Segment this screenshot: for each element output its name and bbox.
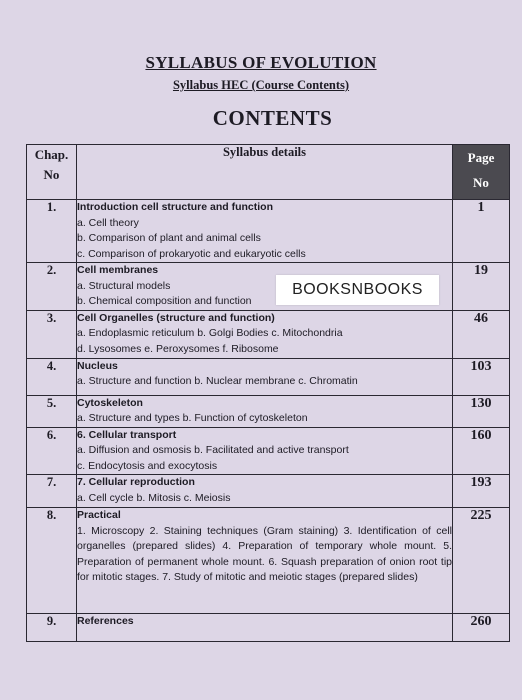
page-number: 103 — [453, 358, 510, 395]
header-page-no — [453, 145, 510, 200]
chapter-line: b. Chemical composition and function — [77, 295, 252, 307]
chapter-line: a. Structure and function b. Nuclear membrane c. Chromatin — [77, 375, 358, 387]
chapter-details — [77, 395, 453, 427]
chapter-number: 9. — [27, 614, 77, 642]
header-syllabus-details: Syllabus details — [77, 145, 453, 200]
chapter-line: a. Cell cycle b. Mitosis c. Meiosis — [77, 491, 231, 504]
chapter-title: Practical — [77, 509, 121, 521]
table-row — [27, 475, 510, 508]
header-chapter-line1: Chap. — [34, 147, 69, 162]
table-header-row — [27, 145, 510, 200]
chapter-line: a. Structural models — [77, 279, 171, 292]
chapter-number: 1. — [27, 200, 77, 263]
chapter-line: b. Comparison of plant and animal cells — [77, 232, 261, 244]
header-page-line2: No — [473, 175, 489, 190]
chapter-line: a. Endoplasmic reticulum b. Golgi Bodies c. Mitochondria — [77, 327, 343, 339]
chapter-details — [77, 427, 453, 475]
table-row — [27, 395, 510, 427]
chapter-number: 4. — [27, 358, 77, 395]
chapter-title: 7. Cellular reproduction — [77, 476, 195, 488]
chapter-line: c. Endocytosis and exocytosis — [77, 459, 218, 472]
table-row — [27, 614, 510, 642]
chapter-line: a. Cell theory — [77, 216, 139, 229]
chapter-details — [77, 200, 453, 263]
chapter-number: 3. — [27, 310, 77, 358]
contents-table — [26, 144, 510, 642]
header-page-line1: Page — [467, 150, 495, 165]
table-row — [27, 427, 510, 475]
chapter-title: 6. Cellular transport — [77, 428, 177, 441]
page-number: 1 — [453, 200, 510, 263]
chapter-line: a. Diffusion and osmosis b. Facilitated and active transport — [77, 444, 349, 456]
chapter-line: c. Comparison of prokaryotic and eukaryotic cells — [77, 247, 306, 260]
page-number: 193 — [453, 475, 510, 508]
chapter-title: Introduction cell structure and function — [77, 201, 274, 213]
chapter-details — [77, 358, 453, 395]
practical-paragraph: 1. Microscopy 2. Staining techniques (Gram staining) 3. Identification of cell organelles (prepared slides) 4. Preparation of temporary whole mount. 5. Preparation of permanent whole mount. 6. Squash preparation of onion root tip for mitotic stages. 7. Study of mitotic and meiotic stages (prepared slides) — [77, 524, 452, 583]
page-number: 19 — [453, 263, 510, 311]
page-number: 46 — [453, 310, 510, 358]
chapter-line: d. Lysosomes e. Peroxysomes f. Ribosome — [77, 342, 279, 355]
chapter-number: 8. — [27, 508, 77, 614]
chapter-line: a. Structure and types b. Function of cytoskeleton — [77, 412, 308, 424]
header-chapter-no — [27, 145, 77, 200]
contents-heading: CONTENTS — [212, 106, 333, 130]
header-chapter-line2: No — [43, 167, 60, 182]
table-row — [27, 358, 510, 395]
chapter-details — [77, 614, 453, 642]
page-number: 160 — [453, 427, 510, 475]
table-row — [27, 200, 510, 263]
page-number: 260 — [453, 614, 510, 642]
chapter-title: References — [77, 615, 134, 627]
syllabus-title: SYLLABUS OF EVOLUTION — [145, 53, 377, 72]
chapter-title: Cell Organelles (structure and function) — [77, 311, 275, 324]
chapter-number: 7. — [27, 475, 77, 508]
chapter-details — [77, 508, 453, 614]
page-number: 130 — [453, 395, 510, 427]
chapter-title: Nucleus — [77, 359, 118, 372]
syllabus-subtitle: Syllabus HEC (Course Contents) — [172, 78, 350, 92]
chapter-number: 6. — [27, 427, 77, 475]
chapter-details — [77, 310, 453, 358]
table-row — [27, 508, 510, 614]
chapter-number: 2. — [27, 263, 77, 311]
chapter-title: Cell membranes — [77, 264, 159, 276]
chapter-number: 5. — [27, 395, 77, 427]
watermark-label: BOOKSNBOOKS — [276, 275, 439, 305]
chapter-details — [77, 475, 453, 508]
table-row — [27, 310, 510, 358]
chapter-title: Cytoskeleton — [77, 396, 143, 409]
page-number: 225 — [453, 508, 510, 614]
